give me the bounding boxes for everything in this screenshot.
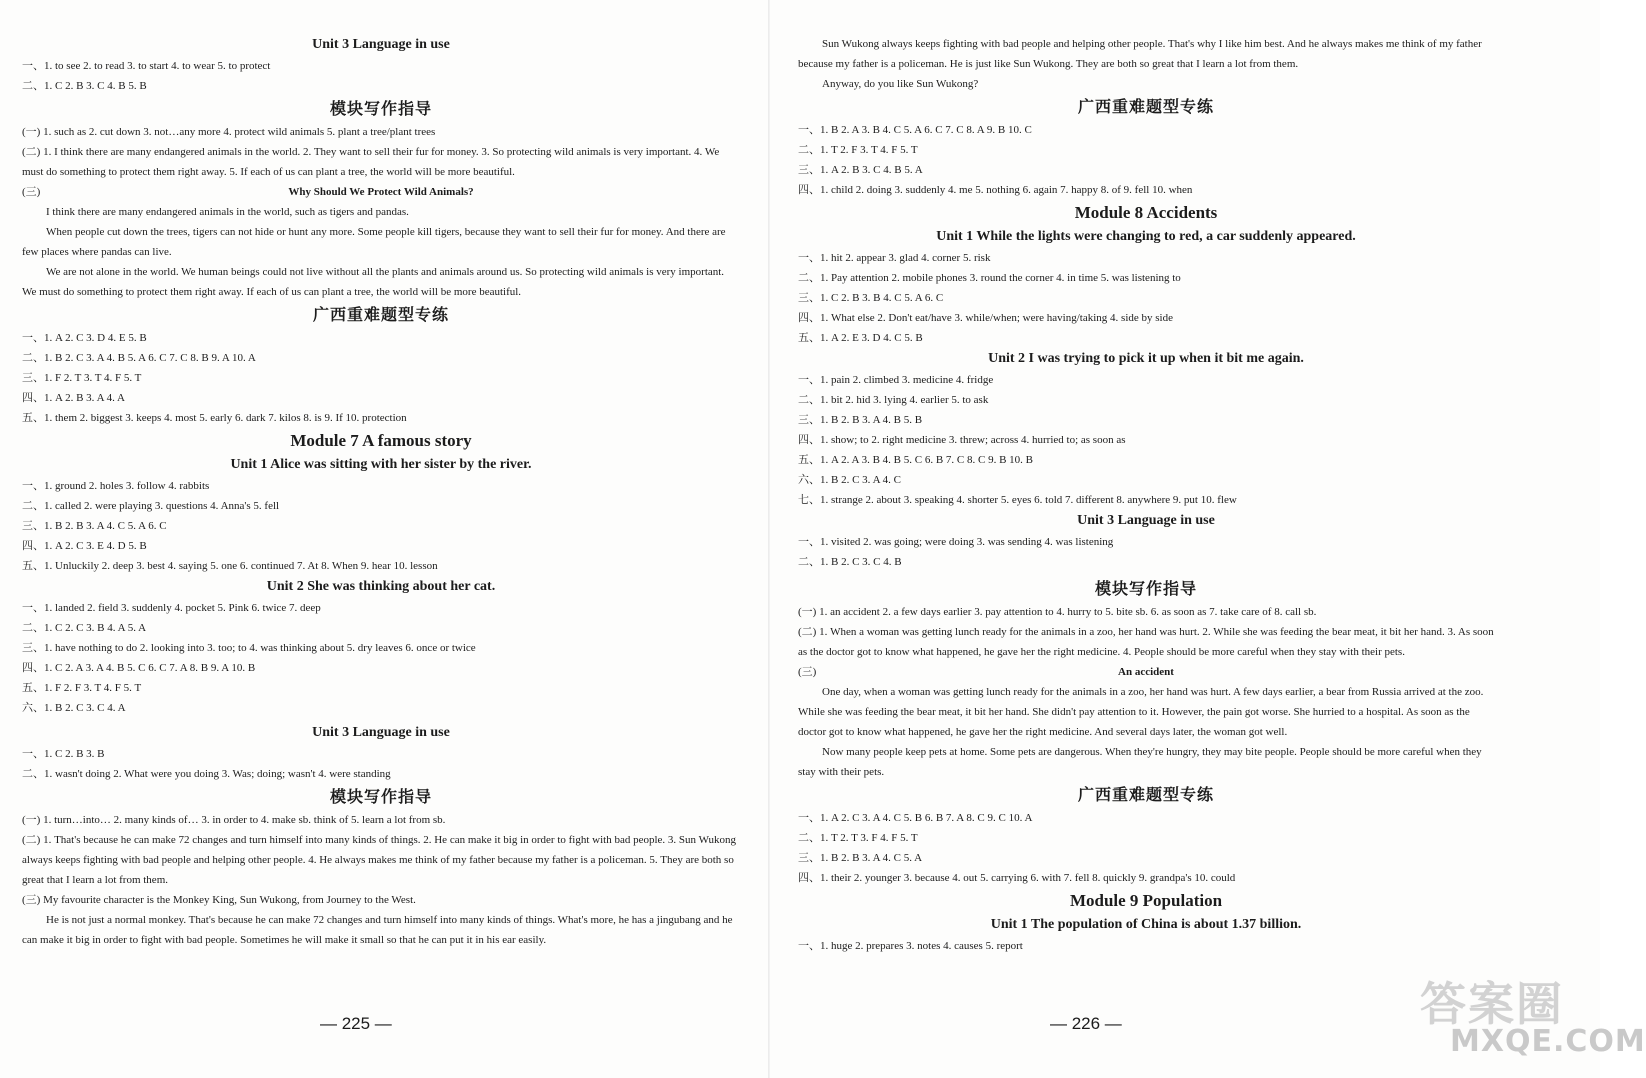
page-number-226: — 226 —: [1050, 1014, 1122, 1033]
section-heading: 广西重难题型专练: [1077, 785, 1214, 804]
unit-heading: Unit 1 While the lights were changing to red, a car suddenly appeared.: [936, 229, 1356, 244]
answer-line: 四、1. child 2. doing 3. suddenly 4. me 5. nothing 6. again 7. happy 8. of 9. fell 10. when: [798, 184, 1193, 196]
answer-line: 一、1. ground 2. holes 3. follow 4. rabbits: [22, 480, 210, 492]
essay-title: An accident: [1118, 666, 1174, 678]
answer-line: 七、1. strange 2. about 3. speaking 4. shorter 5. eyes 6. told 7. different 8. anywhere 9. put 10. flew: [798, 494, 1237, 506]
answer-line: 六、1. B 2. C 3. C 4. A: [22, 702, 126, 714]
answer-line: 一、1. B 2. A 3. B 4. C 5. A 6. C 7. C 8. A 9. B 10. C: [798, 124, 1032, 136]
essay-paragraph: Anyway, do you like Sun Wukong?: [822, 78, 979, 90]
answer-line: 一、1. huge 2. prepares 3. notes 4. causes 5. report: [798, 940, 1023, 952]
answer-line: 二、1. wasn't doing 2. What were you doing 3. Was; doing; wasn't 4. were standing: [22, 768, 391, 780]
answer-line: 一、1. C 2. B 3. B: [22, 748, 105, 760]
answer-line: 五、1. Unluckily 2. deep 3. best 4. saying 5. one 6. continued 7. At 8. When 9. hear 10. lesson: [22, 560, 438, 572]
answer-line: 四、1. C 2. A 3. A 4. B 5. C 6. C 7. A 8. B 9. A 10. B: [22, 662, 256, 674]
answer-line: (一) 1. such as 2. cut down 3. not…any more 4. protect wild animals 5. plant a tree/plant trees: [22, 126, 436, 138]
answer-line: 一、1. visited 2. was going; were doing 3. was sending 4. was listening: [798, 536, 1114, 548]
watermark: [1398, 968, 1646, 1072]
answer-line: 五、1. them 2. biggest 3. keeps 4. most 5. early 6. dark 7. kilos 8. is 9. If 10. protection: [22, 412, 407, 424]
module-heading: Module 9 Population: [1069, 891, 1223, 910]
unit-heading: Unit 3 Language in use: [312, 37, 450, 52]
answer-line: 五、1. A 2. A 3. B 4. B 5. C 6. B 7. C 8. C 9. B 10. B: [798, 454, 1034, 466]
answer-line: 一、1. pain 2. climbed 3. medicine 4. fridge: [798, 374, 994, 386]
essay-paragraph: I think there are many endangered animals in the world, such as tigers and pandas.: [46, 206, 409, 218]
answer-line: 五、1. A 2. E 3. D 4. C 5. B: [798, 332, 923, 344]
unit-heading: Unit 3 Language in use: [1077, 513, 1215, 528]
essay-label: (三): [798, 666, 817, 678]
answer-line: 四、1. show; to 2. right medicine 3. threw; across 4. hurried to; as soon as: [798, 434, 1126, 446]
left-page-column: [22, 34, 740, 950]
answer-line: 一、1. A 2. C 3. D 4. E 5. B: [22, 332, 147, 344]
essay-label: (三): [22, 186, 41, 198]
answer-line: 六、1. B 2. C 3. A 4. C: [798, 474, 901, 486]
answer-line: 三、1. B 2. B 3. A 4. C 5. A 6. C: [22, 520, 167, 532]
section-heading: 广西重难题型专练: [312, 305, 449, 324]
answer-line: 四、1. their 2. younger 3. because 4. out 5. carrying 6. with 7. fell 8. quickly 9. grandpa's 10. could: [798, 872, 1236, 884]
answer-line: 四、1. A 2. C 3. E 4. D 5. B: [22, 540, 147, 552]
unit-heading: Unit 3 Language in use: [312, 725, 450, 740]
answer-line: 二、1. B 2. C 3. C 4. B: [798, 556, 902, 568]
answer-line: 一、1. to see 2. to read 3. to start 4. to wear 5. to protect: [22, 60, 271, 72]
module-heading: Module 7 A famous story: [290, 431, 472, 450]
essay-paragraph: He is not just a normal monkey. That's because he can make 72 changes and turn himself into many kinds of things. What's more, he has a jingubang and he can make it big in order to fight with bad people. Sometimes he will make it small so that he can put it in his ear easily.: [22, 914, 733, 946]
answer-line: 一、1. A 2. C 3. A 4. C 5. B 6. B 7. A 8. C 9. C 10. A: [798, 812, 1033, 824]
answer-line: (三) My favourite character is the Monkey King, Sun Wukong, from Journey to the West.: [22, 894, 416, 906]
module-heading: Module 8 Accidents: [1074, 203, 1218, 222]
answer-line: 一、1. landed 2. field 3. suddenly 4. pocket 5. Pink 6. twice 7. deep: [22, 602, 321, 614]
answer-line: 三、1. B 2. B 3. A 4. C 5. A: [798, 852, 923, 864]
answer-line: 二、1. T 2. F 3. T 4. F 5. T: [798, 144, 918, 156]
answer-line: 三、1. F 2. T 3. T 4. F 5. T: [22, 372, 142, 384]
unit-heading: Unit 2 I was trying to pick it up when it bit me again.: [988, 351, 1304, 366]
essay-paragraph: Now many people keep pets at home. Some pets are dangerous. When they're hungry, they may bite people. People should be more careful when they stay with their pets.: [798, 746, 1482, 778]
essay-paragraph: Sun Wukong always keeps fighting with bad people and helping other people. That's why I like him best. And he always makes me think of my father because my father is a policeman. He is just like Sun Wukong. They are both so great that I learn a lot from them.: [798, 38, 1482, 70]
answer-line: 二、1. T 2. T 3. F 4. F 5. T: [798, 832, 918, 844]
answer-line: 三、1. have nothing to do 2. looking into 3. too; to 4. was thinking about 5. dry leaves 6. once or twice: [22, 642, 476, 654]
answer-paragraph: (二) 1. That's because he can make 72 changes and turn himself into many kinds of things. 2. He can make it big in order to fight with bad people. 3. Sun Wukong always keeps fighting with bad people and helping other people. 4. He always makes me think of my father because my father is a policeman. 5. They are both so great that I learn a lot from them.: [22, 834, 737, 886]
answer-line: 二、1. bit 2. hid 3. lying 4. earlier 5. to ask: [798, 394, 989, 406]
answer-line: 二、1. called 2. were playing 3. questions 4. Anna's 5. fell: [22, 500, 280, 512]
answer-line: 四、1. A 2. B 3. A 4. A: [22, 392, 125, 404]
watermark-logo: 答案圈: [1420, 977, 1564, 1031]
answer-line: (一) 1. an accident 2. a few days earlier 3. pay attention to 4. hurry to 5. bite sb. 6. as soon as 7. take care of 8. call sb.: [798, 606, 1317, 618]
essay-title: Why Should We Protect Wild Animals?: [288, 186, 474, 198]
section-heading: 广西重难题型专练: [1077, 97, 1214, 116]
essay-paragraph: We are not alone in the world. We human beings could not live without all the plants and animals around us. So protecting wild animals is very important. We must do something to protect them right away. If each of us can plant a tree, the world will be more beautiful.: [22, 266, 725, 298]
unit-heading: Unit 1 The population of China is about 1.37 billion.: [990, 917, 1302, 932]
answer-line: 四、1. What else 2. Don't eat/have 3. while/when; were having/taking 4. side by side: [798, 312, 1173, 324]
answer-line: 三、1. B 2. B 3. A 4. B 5. B: [798, 414, 923, 426]
essay-heading-row: [22, 182, 740, 202]
answer-line: 二、1. C 2. C 3. B 4. A 5. A: [22, 622, 147, 634]
answer-line: (一) 1. turn…into… 2. many kinds of… 3. in order to 4. make sb. think of 5. learn a lot from sb.: [22, 814, 446, 826]
right-page-column: [798, 34, 1494, 956]
book-gutter: [768, 0, 770, 1078]
unit-heading: Unit 2 She was thinking about her cat.: [266, 579, 496, 594]
page-number-225: — 225 —: [320, 1014, 392, 1033]
answer-paragraph: (二) 1. When a woman was getting lunch ready for the animals in a zoo, her hand was hurt. 2. While she was feeding the bear meat, it bit her hand. 3. As soon as the doctor got to know what happened, he gave her the right medicine. 4. People should be more careful when they stay with their pets.: [798, 626, 1494, 658]
section-heading: 模块写作指导: [329, 99, 432, 118]
essay-paragraph: One day, when a woman was getting lunch ready for the animals in a zoo, her hand was hurt. A few days earlier, a bear from Russia arrived at the zoo. While she was feeding the bear meat, it bit her hand. She didn't pay attention to it. However, the pain got worse. She hurried to a hospital. As soon as the doctor got to know what happened, he gave her the right medicine. And several days later, the woman got well.: [798, 686, 1484, 738]
answer-line: 三、1. C 2. B 3. B 4. C 5. A 6. C: [798, 292, 944, 304]
section-heading: 模块写作指导: [329, 787, 432, 806]
essay-paragraph: When people cut down the trees, tigers can not hide or hunt any more. Some people kill tigers, because they want to sell their fur for money. And there are few places where pandas can live.: [22, 226, 726, 258]
unit-heading: Unit 1 Alice was sitting with her sister by the river.: [230, 457, 532, 472]
answer-paragraph: (二) 1. I think there are many endangered animals in the world. 2. They want to sell their fur for money. 3. So protecting wild animals is very important. 4. We must do something to protect them right away. 5. If each of us can plant a tree, the world will be more beautiful.: [22, 146, 720, 178]
answer-line: 五、1. F 2. F 3. T 4. F 5. T: [22, 682, 142, 694]
essay-heading-row: [798, 662, 1494, 682]
answer-line: 三、1. A 2. B 3. C 4. B 5. A: [798, 164, 923, 176]
section-heading: 模块写作指导: [1094, 579, 1197, 598]
answer-line: 一、1. hit 2. appear 3. glad 4. corner 5. risk: [798, 252, 991, 264]
answer-line: 二、1. B 2. C 3. A 4. B 5. A 6. C 7. C 8. B 9. A 10. A: [22, 352, 256, 364]
watermark-text: MXQE.COM: [1450, 1024, 1646, 1059]
answer-line: 二、1. C 2. B 3. C 4. B 5. B: [22, 80, 147, 92]
answer-line: 二、1. Pay attention 2. mobile phones 3. round the corner 4. in time 5. was listening to: [798, 272, 1181, 284]
